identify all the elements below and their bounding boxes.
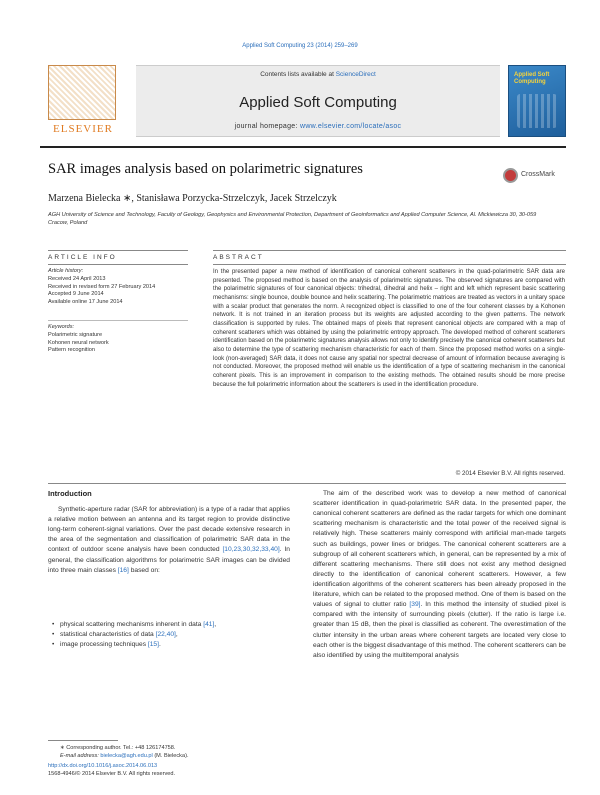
publisher-name: ELSEVIER <box>53 123 113 135</box>
crossmark-icon <box>503 168 518 183</box>
abstract-top-rule <box>213 250 566 251</box>
elsevier-logo <box>40 65 126 137</box>
journal-title: Applied Soft Computing <box>239 94 397 111</box>
citation-link[interactable]: [39] <box>409 601 421 609</box>
email-link[interactable]: bielecka@agh.edu.pl <box>100 753 153 760</box>
author-list: Marzena Bielecka ∗, Stanisława Porzycka-Strzelczyk, Jacek Strzelczyk <box>48 193 337 204</box>
keywords-label: Keywords: <box>48 324 75 330</box>
journal-reference[interactable]: Applied Soft Computing 23 (2014) 259–269 <box>242 43 358 49</box>
history-item: Available online 17 June 2014 <box>48 299 123 306</box>
doi-link[interactable]: http://dx.doi.org/10.1016/j.asoc.2014.06.013 <box>48 763 158 770</box>
cover-art <box>517 94 557 128</box>
intro-paragraph: Synthetic-aperture radar (SAR for abbreviation) is a type of a radar that applies a relative motion between an antenna and its target region to provide distinctive long-term coherent-signal variations. Over the past decade extensive research in the area of the segmentation and classification of polarimetric SAR data in the context of outdoor scene analysis have been conducted [10,23,30,32,33,40]. In general, the classification algorithms for polarimetric SAR images can be divided into three main classes [16] based on: <box>48 506 291 574</box>
history-item: Accepted 9 June 2014 <box>48 291 104 298</box>
footnote-rule <box>48 740 118 741</box>
elsevier-tree-icon <box>48 65 116 120</box>
keywords <box>48 324 188 355</box>
classification-list <box>52 620 290 650</box>
info-divider <box>48 320 188 321</box>
article-info-header: ARTICLE INFO <box>48 254 117 261</box>
masthead-divider <box>40 146 566 148</box>
citation-link[interactable]: [22,40] <box>155 631 176 639</box>
email-line: E-mail address: bielecka@agh.edu.pl (M. Bielecka). <box>60 753 189 760</box>
citation-link[interactable]: [16] <box>117 566 129 574</box>
sciencedirect-link[interactable]: ScienceDirect <box>335 71 376 78</box>
introduction-heading: Introduction <box>48 489 92 498</box>
history-label: Article history: <box>48 268 84 274</box>
journal-masthead <box>40 62 600 140</box>
cover-title: Applied Soft Computing <box>514 72 550 85</box>
citation-link[interactable]: [41] <box>203 621 215 628</box>
abstract-end-rule <box>48 483 566 484</box>
intro-left-column <box>48 505 290 576</box>
crossmark-label: CrossMark <box>521 171 555 178</box>
article-title: SAR images analysis based on polarimetric signatures <box>48 161 363 177</box>
list-item: • statistical characteristics of data [22,40], <box>52 630 290 640</box>
history-item: Received in revised form 27 February 2014 <box>48 283 156 290</box>
list-item: • physical scattering mechanisms inherent in data [41], <box>52 620 290 630</box>
abstract-bottom-rule <box>213 264 566 265</box>
affiliation: AGH University of Science and Technology, Faculty of Geology, Geophysics and Environmental Protection, Department of Geoinformatics and Applied Computer Science, Al. Mickiewicza 30, 30-059 Cracow, Poland <box>48 212 537 227</box>
keyword-item: Kohonen neural network <box>48 339 109 346</box>
citation-link[interactable]: [10,23,30,32,33,40] <box>222 546 280 554</box>
abstract-header: ABSTRACT <box>213 254 264 261</box>
copyright: © 2014 Elsevier B.V. All rights reserved. <box>455 470 565 477</box>
abstract-text: In the presented paper a new method of identification of canonical coherent scatterers in the quad-polarimetric SAR data are presented. The proposed method is based on the analysis of polarimetric signatures. The observed signatures are compared with the polarimetric signatures of four canonical objects: trihedral, dihedral and helix – right and left which represent basic scattering mechanisms: single bounce, double bounce and helix scattering. The polarimetric matrices are treated as vectors in a unitary space with a scalar product that generates the norm. A recognized object is classified to one of the four coherent classes by a Kohonen network. It is not trained in an iteration process but its weights are adjusted according to the given patterns. The network classification is supported by rules. The obtained maps of pixels that represent canonical objects are compared with a map of coherent scatterers which was obtained by using the polarimetric entropy approach. The developed method of coherent scatterers identification based on the polarimetric signatures analysis allows not only to identify precisely the canonical coherent scatterers but also to determine the type of scattering mechanism characteristic for each of them. Since the proposed method works on a single-look (non-averaged) SAR data, it does not cause any spatial nor spectral decrease of amount of information because averaging is not conducted. Moreover, the proposed method will enable us the identification of a type of scattering mechanism in the canonical coherent pixels. This is an improvement in comparison to the existing methods. The obtained results should be more precise because the full polarimetric information about the scatterers is used in the identification procedure. <box>213 269 565 388</box>
homepage-link[interactable]: www.elsevier.com/locate/asoc <box>299 123 402 130</box>
intro-paragraph: The aim of the described work was to develop a new method of canonical scatterer identification in quad-polarimetric SAR data. In the presented paper, the canonical coherent scatterers are defined as the radar targets for which one dominant scattering mechanism is characteristic and the total power of the received signal is relatively high. These scatterers mainly correspond with artificial man-made targets such as buildings, power lines or bridges. The canonical coherent scatterers are a subgroup of all coherent scatterers which, in general, can be represented by a mix of different scattering mechanisms. There still does not exist any method designed directly to the identification of canonical coherent scatterers. However, a few identification algorithms of the coherent scatterers has been already proposed in the literature, which can be related to the proposed method. One of them is based on the values of signal to clutter ratio [39]. In this method the intensity of studied pixel is compared with the intensity of surrounding pixels (clutter). If the ratio is large i.e. greater than 15 dB, then the pixel is classified as coherent. The overestimation of the clutter intensity in the urban areas where coherent targets are located very close to each other is the biggest disadvantage of this method. The coherent scatterers can be also identified by using the multitemporal analysis <box>313 490 567 659</box>
issn-line: 1568-4946/© 2014 Elsevier B.V. All rights reserved. <box>48 771 176 778</box>
history-item: Received 24 April 2013 <box>48 275 106 282</box>
article-info-bottom-rule <box>48 264 188 265</box>
homepage-line: journal homepage: www.elsevier.com/locate/asoc <box>234 123 402 130</box>
article-info-top-rule <box>48 250 188 251</box>
corresponding-author: ∗ Corresponding author. Tel.: +48 126174758. <box>60 745 176 751</box>
keyword-item: Pattern recognition <box>48 347 95 354</box>
keyword-item: Polarimetric signature <box>48 331 103 338</box>
masthead-banner <box>136 65 500 137</box>
crossmark-button[interactable] <box>503 168 565 184</box>
article-history <box>48 268 188 307</box>
journal-cover-image <box>508 65 566 137</box>
citation-link[interactable]: [15] <box>147 641 159 649</box>
contents-line: Contents lists available at ScienceDirect <box>260 71 376 78</box>
footnote <box>48 744 298 778</box>
list-item: • image processing techniques [15]. <box>52 640 290 650</box>
intro-right-column <box>313 489 566 661</box>
